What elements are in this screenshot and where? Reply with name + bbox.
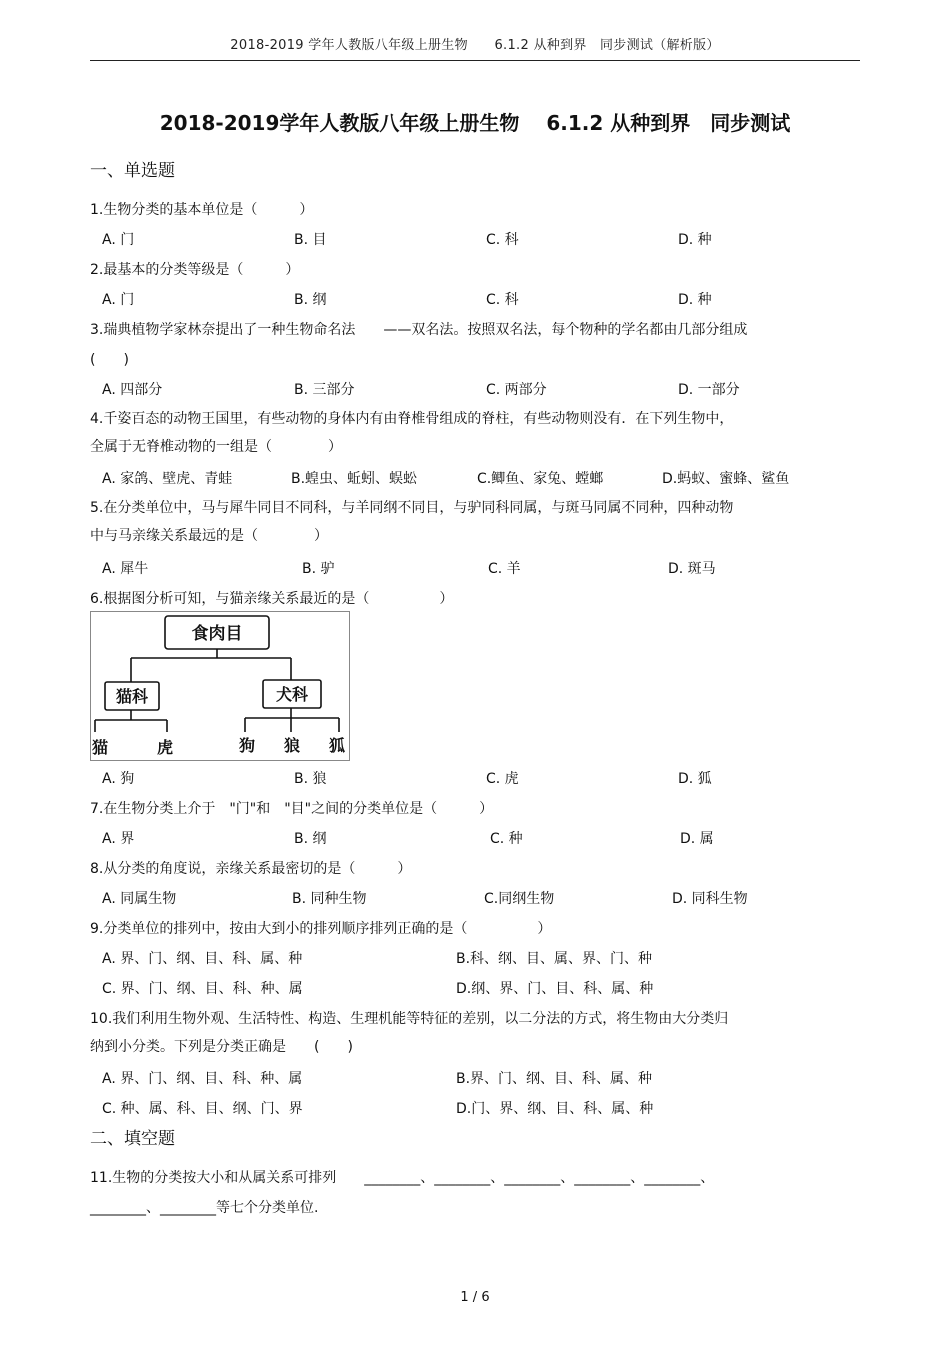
animal-fox-label: 狐 xyxy=(328,736,346,755)
question-6-stem: 6.根据图分析可知，与猫亲缘关系最近的是（ ） xyxy=(90,591,454,607)
q8-option-c[interactable]: C.同纲生物 xyxy=(484,891,555,907)
q6-option-d[interactable]: D. 狐 xyxy=(678,771,712,787)
q9-option-b[interactable]: B.科、纲、目、属、界、门、种 xyxy=(456,951,653,967)
question-3-stem: 3.瑞典植物学家林奈提出了一种生物命名法 ——双名法。按照双名法，每个物种的学名都由几部分组成 xyxy=(90,322,748,338)
q2-option-a[interactable]: A. 门 xyxy=(102,292,135,308)
question-3-stem-cont: ( ) xyxy=(90,352,129,368)
q7-option-b[interactable]: B. 纲 xyxy=(294,831,327,847)
q1-option-a[interactable]: A. 门 xyxy=(102,232,135,248)
q2-option-d[interactable]: D. 种 xyxy=(678,292,712,308)
q5-option-d[interactable]: D. 斑马 xyxy=(668,561,716,577)
q5-option-b[interactable]: B. 驴 xyxy=(302,561,335,577)
q7-option-a[interactable]: A. 界 xyxy=(102,831,135,847)
q10-option-a[interactable]: A. 界、门、纲、目、科、种、属 xyxy=(102,1071,303,1087)
q8-option-d[interactable]: D. 同科生物 xyxy=(672,891,748,907)
q10-option-d[interactable]: D.门、界、纲、目、科、属、种 xyxy=(456,1101,654,1117)
q6-option-c[interactable]: C. 虎 xyxy=(486,771,519,787)
q2-option-c[interactable]: C. 科 xyxy=(486,292,519,308)
q9-option-d[interactable]: D.纲、界、门、目、科、属、种 xyxy=(456,981,654,997)
taxonomy-tree-svg xyxy=(91,612,349,760)
page-header: 2018-2019 学年人教版八年级上册生物 6.1.2 从种到界 同步测试（解析版） xyxy=(230,38,720,53)
q4-option-a[interactable]: A. 家鸽、壁虎、青蛙 xyxy=(102,471,233,487)
q4-option-c[interactable]: C.鲫鱼、家兔、螳螂 xyxy=(477,471,604,487)
taxonomy-tree-diagram xyxy=(90,611,350,761)
q3-option-c[interactable]: C. 两部分 xyxy=(486,382,547,398)
q1-option-d[interactable]: D. 种 xyxy=(678,232,712,248)
q1-option-c[interactable]: C. 科 xyxy=(486,232,519,248)
section-single-choice: 一、单选题 xyxy=(90,161,175,181)
animal-wolf-label: 狼 xyxy=(283,736,301,755)
animal-dog-label: 狗 xyxy=(238,736,256,755)
question-1-stem: 1.生物分类的基本单位是（ ） xyxy=(90,202,314,218)
q5-option-a[interactable]: A. 犀牛 xyxy=(102,561,149,577)
question-2-stem: 2.最基本的分类等级是（ ） xyxy=(90,262,300,278)
q10-option-b[interactable]: B.界、门、纲、目、科、属、种 xyxy=(456,1071,653,1087)
question-4-stem: 4.千姿百态的动物王国里，有些动物的身体内有由脊椎骨组成的脊柱，有些动物则没有．在下列生物中， xyxy=(90,411,734,427)
question-4-stem-cont: 全属于无脊椎动物的一组是（ ） xyxy=(90,439,342,455)
question-11-line-2: ________、________等七个分类单位. xyxy=(90,1200,319,1216)
question-10-stem: 10.我们利用生物外观、生活特性、构造、生理机能等特征的差别，以二分法的方式，将生物由大分类归 xyxy=(90,1011,729,1027)
q4-option-d[interactable]: D.蚂蚁、蜜蜂、鲨鱼 xyxy=(662,471,790,487)
header-rule xyxy=(90,60,860,61)
q9-option-a[interactable]: A. 界、门、纲、目、科、属、种 xyxy=(102,951,303,967)
question-11-line-1: 11.生物的分类按大小和从属关系可排列 ________、________、________、________、________、 xyxy=(90,1170,715,1186)
question-8-stem: 8.从分类的角度说，亲缘关系最密切的是（ ） xyxy=(90,861,412,877)
question-7-stem: 7.在生物分类上介于 "门"和 "目"之间的分类单位是（ ） xyxy=(90,801,494,817)
question-10-stem-cont: 纳到小分类。下列是分类正确是 ( ) xyxy=(90,1039,353,1055)
q7-option-c[interactable]: C. 种 xyxy=(490,831,523,847)
q7-option-d[interactable]: D. 属 xyxy=(680,831,714,847)
question-5-stem: 5.在分类单位中，马与犀牛同目不同科，与羊同纲不同目，与驴同科同属，与斑马同属不同种，四种动物 xyxy=(90,500,734,516)
q6-option-b[interactable]: B. 狼 xyxy=(294,771,327,787)
q3-option-a[interactable]: A. 四部分 xyxy=(102,382,163,398)
cat-family-label: 猫科 xyxy=(115,687,149,706)
q5-option-c[interactable]: C. 羊 xyxy=(488,561,521,577)
q2-option-b[interactable]: B. 纲 xyxy=(294,292,327,308)
q10-option-c[interactable]: C. 种、属、科、目、纲、门、界 xyxy=(102,1101,303,1117)
section-fill-in: 二、填空题 xyxy=(90,1129,175,1149)
question-5-stem-cont: 中与马亲缘关系最远的是（ ） xyxy=(90,528,328,544)
dog-family-label: 犬科 xyxy=(275,685,309,704)
question-9-stem: 9.分类单位的排列中，按由大到小的排列顺序排列正确的是（ ） xyxy=(90,921,552,937)
order-label: 食肉目 xyxy=(191,624,243,644)
q3-option-b[interactable]: B. 三部分 xyxy=(294,382,355,398)
q1-option-b[interactable]: B. 目 xyxy=(294,232,327,248)
page-number: 1 / 6 xyxy=(460,1290,490,1305)
document-title: 2018-2019学年人教版八年级上册生物 6.1.2 从种到界 同步测试 xyxy=(159,111,791,135)
animal-tiger-label: 虎 xyxy=(156,738,174,757)
q4-option-b[interactable]: B.蝗虫、蚯蚓、蜈蚣 xyxy=(291,471,418,487)
q8-option-b[interactable]: B. 同种生物 xyxy=(292,891,367,907)
q3-option-d[interactable]: D. 一部分 xyxy=(678,382,740,398)
q6-option-a[interactable]: A. 狗 xyxy=(102,771,135,787)
q8-option-a[interactable]: A. 同属生物 xyxy=(102,891,177,907)
animal-cat-label: 猫 xyxy=(91,738,109,757)
q9-option-c[interactable]: C. 界、门、纲、目、科、种、属 xyxy=(102,981,303,997)
